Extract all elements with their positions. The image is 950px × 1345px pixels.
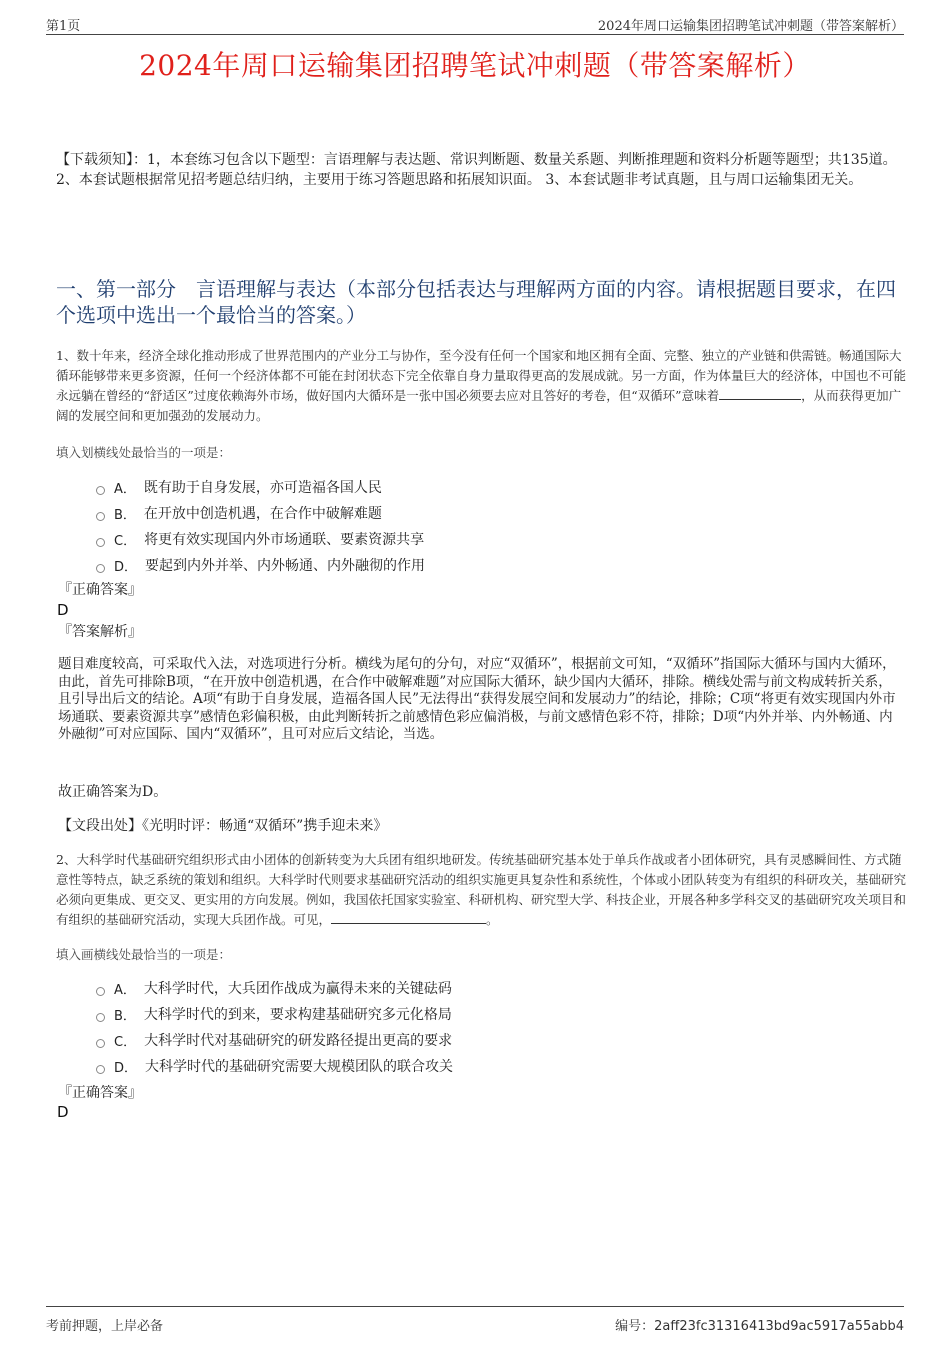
radio-icon[interactable] (96, 538, 105, 547)
question-2-stem (56, 850, 906, 930)
option-text: 大科学时代对基础研究的研发路径提出更高的要求 (144, 1033, 453, 1049)
footer-code-value: 2aff23fc31316413bd9ac5917a55abb4 (654, 1319, 904, 1334)
question-1-stem-before: 1、数十年来，经济全球化推动形成了世界范围内的产业分工与协作，至今没有任何一个国家和地区拥有全面、完整、独立的产业链和供需链。畅通国际大循环能够带来更多资源，任何一个经济体都不可能在封闭状态下完全依靠自身力量取得更高的发展成就。另一方面，作为体量巨大的经济体，中国也不可能永远躺在曾经的“舒适区”过度依赖海外市场，做好国内大循环是一张中国必须要去应对且答好的考卷，但“双循环”意味着 (56, 348, 907, 403)
download-notice: 【下载须知】：1，本套练习包含以下题型：言语理解与表达题、常识判断题、数量关系题、判断推理题和资料分析题等题型；共135道。 2、本套试题根据常见招考题总结归纳，主要用于练习答题思路和拓展知识面。 3、本套试题非考试真题，且与周口运输集团无关。 (56, 152, 897, 188)
question-2-option-b[interactable] (96, 1001, 453, 1027)
option-letter: D． (114, 1060, 138, 1076)
question-1-answer-label: 『正确答案』 (58, 582, 142, 598)
question-2-option-c[interactable] (96, 1027, 453, 1053)
question-1-analysis: 题目难度较高，可采取代入法，对选项进行分析。横线为尾句的分句，对应“双循环”，根据前文可知，“双循环”指国际大循环与国内大循环，由此，首先可排除B项，“在开放中创造机遇，在合作中破解难题”对应国际大循环，缺少国内大循环，排除。横线处需与前文构成转折关系，且引导出后文的结论。A项“有助于自身发展，造福各国人民”无法得出“获得发展空间和发展动力”的结论，排除；C项“将更有效实现国内外市场通联、要素资源共享”感情色彩偏积极，由此判断转折之前感情色彩应偏消极，与前文感情色彩不符，排除；D项“内外并举、内外畅通、内外融彻”可对应国际、国内“双循环”，且可对应后文结论，当选。 (58, 656, 896, 742)
question-1-analysis-label: 『答案解析』 (58, 624, 142, 640)
option-letter: A． (114, 481, 136, 497)
footer-code (615, 1315, 904, 1334)
question-1-option-b[interactable] (96, 500, 425, 526)
page-footer (46, 1306, 904, 1334)
option-text: 大科学时代，大兵团作战成为赢得未来的关键砝码 (143, 981, 452, 997)
option-text: 大科学时代的基础研究需要大规模团队的联合攻关 (145, 1059, 454, 1075)
question-2-option-a[interactable] (96, 975, 453, 1001)
footer-code-label: 编号： (615, 1319, 655, 1334)
option-letter: B． (114, 507, 136, 523)
question-1-option-d[interactable] (96, 552, 425, 578)
option-letter: B． (114, 1008, 136, 1024)
option-letter: A． (114, 982, 136, 998)
question-1-options (96, 474, 425, 578)
question-1-stem-after: ，从而获得更加广阔的发展空间和更加强劲的发展动力。 (56, 388, 902, 423)
question-2-answer-label: 『正确答案』 (58, 1085, 142, 1101)
option-letter: C． (114, 533, 137, 549)
option-letter: C． (114, 1034, 137, 1050)
question-1-stem (56, 346, 906, 426)
radio-icon[interactable] (96, 1039, 105, 1048)
option-text: 在开放中创造机遇，在合作中破解难题 (143, 506, 382, 522)
radio-icon[interactable] (96, 1013, 105, 1022)
question-2-answer: D (57, 1103, 69, 1121)
question-2-options (96, 975, 453, 1079)
radio-icon[interactable] (96, 512, 105, 521)
radio-icon[interactable] (96, 564, 105, 573)
question-1-answer: D (57, 601, 69, 619)
header-doc-title: 2024年周口运输集团招聘笔试冲刺题（带答案解析） (597, 19, 904, 34)
footer-slogan: 考前押题，上岸必备 (46, 1319, 164, 1334)
option-text: 大科学时代的到来，要求构建基础研究多元化格局 (143, 1007, 452, 1023)
question-2-stem-before: 2、大科学时代基础研究组织形式由小团体的创新转变为大兵团有组织地研发。传统基础研究基本处于单兵作战或者小团体研究，具有灵感瞬间性、方式随意性等特点，缺乏系统的策划和组织。大科学时代则要求基础研究活动的组织实施更具复杂性和系统性，个体或小团队转变为有组织的科研攻关，基础研究必须向更集成、更交叉、更实用的方向发展。例如，我国依托国家实验室、科研机构、研究型大学、科技企业，开展各种多学科交叉的基础研究攻关项目和有组织的基础研究活动，实现大兵团作战。可见， (56, 852, 907, 927)
radio-icon[interactable] (96, 1065, 105, 1074)
option-text: 要起到内外并举、内外畅通、内外融彻的作用 (145, 558, 426, 574)
document-title: 2024年周口运输集团招聘笔试冲刺题（带答案解析） (139, 49, 811, 82)
question-1-source: 【文段出处】《光明时评：畅通“双循环”携手迎未来》 (58, 818, 388, 834)
section-heading: 一、第一部分 言语理解与表达（本部分包括表达与理解两方面的内容。请根据题目要求，在四个选项中选出一个最恰当的答案。） (56, 277, 896, 327)
question-2-option-d[interactable] (96, 1053, 453, 1079)
question-1-blank (719, 387, 801, 400)
question-2-prompt: 填入画横线处最恰当的一项是： (56, 947, 232, 962)
question-2-stem-after: 。 (486, 912, 499, 927)
question-1-option-a[interactable] (96, 474, 425, 500)
question-1-option-c[interactable] (96, 526, 425, 552)
page-header (46, 14, 904, 35)
option-text: 将更有效实现国内外市场通联、要素资源共享 (144, 532, 425, 548)
page-number: 第1页 (46, 19, 81, 34)
option-letter: D． (114, 559, 138, 575)
question-1-conclusion: 故正确答案为D。 (58, 784, 168, 800)
question-1-prompt: 填入划横线处最恰当的一项是： (56, 445, 232, 460)
option-text: 既有助于自身发展，亦可造福各国人民 (143, 480, 382, 496)
radio-icon[interactable] (96, 486, 105, 495)
question-2-blank (331, 911, 486, 924)
radio-icon[interactable] (96, 987, 105, 996)
